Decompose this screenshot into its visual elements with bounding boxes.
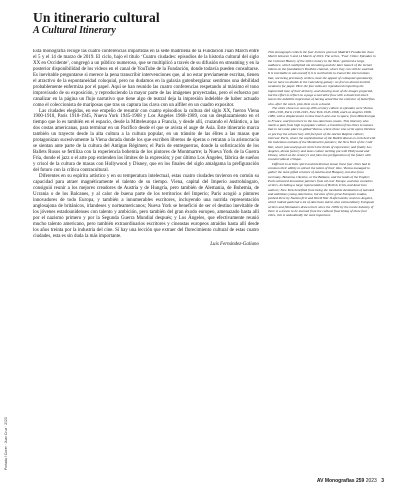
footer-year: 2023 — [365, 478, 377, 484]
author-signature: Luis Fernández-Galiano — [210, 241, 259, 247]
footer-page-number: 3 — [381, 478, 384, 484]
side-credit: Portada / Cover · Juan Cruz · 2023 — [4, 417, 8, 470]
body-paragraph-3: Diferentes en su espíritu artístico y en su temperatura intelectual, estas cuatro ciudades tuvieron en común su capacidad para atraer magnéticamente el talento de su tiempo. Viena, capital del Imperio austrohúngaro, consiguió reunir a los mejores creadores de Austria y de Hungría, pero también de Alemania, de Bohemia, de Ucrania o de los Balcanes, y al calor de buena parte de los territorios del Imperio; París acogió a pintores innovadores de todo Europa, y también a innumerables escritores, incluyendo una nutrida representación anglosajona de británicos, irlandeses y norteamericanos; Nueva York se benefició de ser el destino inevitable de los jóvenes estadounidenses con talento y ambición, pero también del gran éxodo europeo, amenazado hasta allí por el nazismo primero y por la Segunda Guerra Mundial después; y Los Ángeles, que efectivamente reunió mucho talento americano, pero también extraordinarios escritores y cineastas europeos atraídos hasta allí desde los años treinta por la industria del cine. Si hay una lección que extraer del florecimiento cultural de estas cuatro ciudades, esta es sin duda la más importante. — [33, 174, 259, 239]
page-footer — [317, 478, 384, 484]
spanish-body-column — [33, 49, 259, 449]
translation-paragraph-1: This monograph collects the four lectures given at Madrid’s Fundación Juan March between 5 and 14 March of 2019. The series, ‘Four Cities: Episodes in the Cultural History of the 20th Century in the West,’ gathered a large audience, which multiplied via streaming and the later launch of the lecture videos on the foundation’s YouTube channel, where they can still be watched. It is inevitable to ask oneself if it is worthwhile to transcribe interventions that, not being previously written, have the appeal of colloquial spontaneity, but we have no doubts in the Gutenberg galaxy: we feel an almost morbid weakness for paper. Here the four talks are reproduced respecting the improvised tone of their delivery, and showing most of the images projected, but the effort to reflect on a page a narrative flow with a theatrical touch leaves the indelible impression of having acted like the collector of butterflies who, after the catch, pins them on to a board. — [268, 50, 376, 106]
english-translation-column — [268, 50, 376, 445]
translation-paragraph-3: Different in artistic spirit and intellectual mood, these four cities had in common their ability to attract the talent of their time. Vienna managed to gather the most gifted creators of Austria and Hungary, but also from Germany, Bohemia, Ukraine, or the Balkans, and the lands of the Empire; Paris attracted innovative painters from all over Europe, and also countless writers, including a large representation of British, Irish, and American authors; New York benefited from being the inevitable destination of talented and ambitious young Americans, but also of the great European exodus, pushed there by Nazism first and World War II afterwards; and Los Angeles, which indeed gathered a lot of American talent, also extraordinary European writers and filmmakers drawn there since the 1930s by the movie industry. If there is a lesson to be learned from the cultural flourishing of these four cities, this is undoubtedly the most important. — [268, 161, 375, 218]
article-subtitle: A Cultural Itinerary — [33, 25, 116, 36]
body-paragraph-1: Esta monografía recoge las cuatro conferencias impartidas en la sede madrileña de la Fundación Juan March entre el 5 y el 14 de marzo de 2019. El ciclo, bajo el título ‘Cuatro ciudades: episodios de la historia cultural del siglo XX en Occidente’, congregó a un público numeroso, que se multiplicó a través de su difusión en streaming y en la posterior disponibilidad de los vídeos en el canal de YouTube de la Fundación, donde todavía pueden consultarse. Es inevitable preguntarse si merece la pena transcribir intervenciones que, al no estar previamente escritas, tienen el atractivo de la espontaneidad coloquial, pero no dudamos en la galaxia gutenbergiana: sentimos una debilidad probablemente enfermiza por el papel. Aquí se han reunido las cuatro conferencias respetando al máximo el tono improvisado de su exposición, y reproduciendo la mayor parte de las imágenes proyectadas, pero el esfuerzo por canalizar en la página un flujo narrativo que tiene algo de teatral deja la impresión indeleble de haber actuado como el coleccionista de mariposas que tras su captura las clava con un alfiler en un cuadro expositor. — [33, 49, 259, 108]
footer-issue: 259 — [355, 478, 365, 484]
body-paragraph-2: Las ciudades elegidas, en ese empeño de resumir con cuatro episodios la cultura del siglo XX, fueron Viena 1900-1918, París 1918-1945, Nueva York 1945-1968 y Los Ángeles 1968-1989, con un desplazamiento en el tiempo que lo es también en el espacio, desde la Mitteleuropa a Francia, y desde allí, cruzando el Atlántico, a las dos costas americanas, para terminar en un Pacífico desde el que se avista el auge de Asia. Este itinerario marca también un trayecto desde la alta cultura a la cultura popular, en un tránsito de las élites a las masas que protagonizan sucesivamente la Viena dorada donde los que escriben libretos de óperas o retratan a la aristocracia se sientan ante parte de la cultura del Antiguo Régimen; el París de entreguerras, donde la sofisticación de los Ballets Rusos se fertiliza con la experiencia bohemia de los pintores de Montmartre; la Nueva York de la Guerra Fría, donde el jazz o el arte pop extienden los límites de la expresión; y por último Los Ángeles, fábrica de sueños y crisol de la cultura de masas con Hollywood y Disney, que en los finales del siglo amalgama la prefiguración del futuro con la crítica contracultural. — [33, 108, 259, 174]
translation-paragraph-2: The cities chosen to sum up 20th-century culture in episodes were Vienna 1900-1918, Paris 1918-1945, New York 1945-1968, and Los Angeles 1968-1989, with a displacement in time that is also one in space, from Mitteleuropa to France, and from there to the two American coasts. This itinerary also marks a path from high to popular culture, a transition from elites to masses that in turn take place in gilded Vienna, where those who write opera librettos or portray the aristocracy still feel part of the Ancien Régime culture; interwar Paris, where the sophistication of the Ballets Russes is enriched with the bohemian outlook of the Montmartre painters; the New York of the Cold War, where jazz and pop art stretch the limits of expression; and finally Los Angeles, dream factory and mass culture melting pot with Hollywood and Disney, which at the century’s end joins the prefiguration of the future with countercultural critique. — [268, 105, 376, 162]
article-title: Un itinerario cultural — [33, 10, 160, 25]
footer-magazine: AV Monografías — [316, 478, 355, 484]
